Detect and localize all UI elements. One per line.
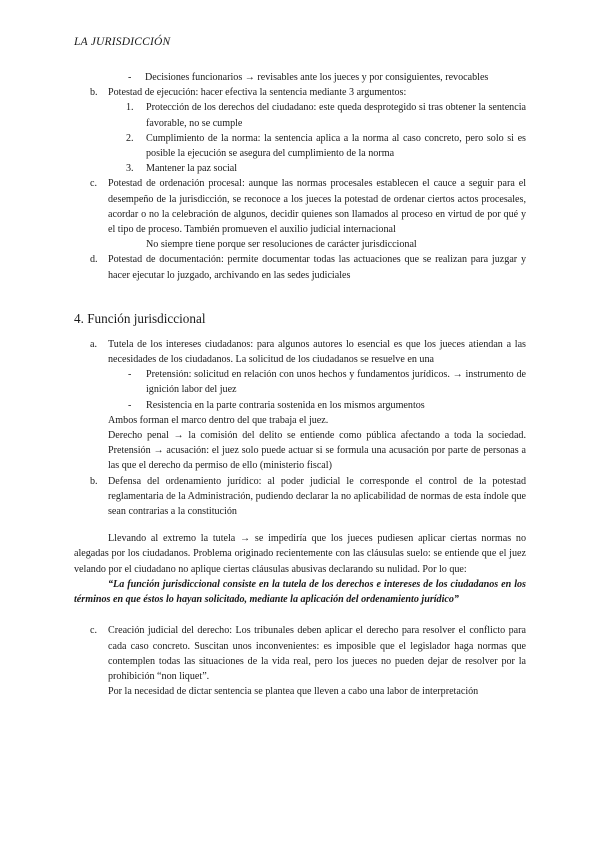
list-item-text: Creación judicial del derecho: Los tribunales deben aplicar el derecho para resolver el conflicto para cada caso concreto. Suscitan unos inconvenientes: es imposible que el legislador haga normas que contemplen todas las situaciones de la vida real, pero los jueces no pueden dejar de resolver por la prohibición “non liquet”. [108, 625, 526, 682]
body-paragraph: Llevando al extremo la tutela → se impediría que los jueces pudiesen aplicar ciertas normas no alegadas por los ciudadanos. Problema originado recientemente con las cláusulas suelo: se entiende que el juez velando por el ciudadano no aplique ciertas cláusulas abusivas declarando su nulidad. Por lo que: [74, 533, 526, 575]
spacer [74, 519, 526, 531]
list-item-text: Potestad de ordenación procesal: aunque las normas procesales establecen el cauce a seguir para el desempeño de la jurisdicción, se reconoce a los jueces la potestad de ordenar ciertos actos procesales, acordar o no la celebración de algunos, decidir quienes son llamados al proceso en virtud de por qué y el tipo de proceso. También promueven el auxilio judicial internacional [108, 178, 526, 236]
list-item-continuation: Ambos forman el marco dentro del que trabaja el juez. [108, 414, 329, 426]
list-marker: c. [90, 178, 98, 190]
list-item-b [74, 85, 526, 100]
list-item-text: Pretensión: solicitud en relación con unos hechos y fundamentos jurídicos. → instrumento de ignición labor del juez [146, 369, 526, 396]
list-item [74, 70, 526, 85]
definition-quote: “La función jurisdiccional consiste en la tutela de los derechos e intereses de los ciudadanos en los términos en que éstos lo hayan solicitado, mediante la aplicación del ordenamiento jurídico” [74, 578, 526, 606]
document-body [74, 70, 526, 699]
numbered-item-2 [74, 131, 526, 161]
list-item-text: Mantener la paz social [146, 163, 238, 175]
list-item-text: Protección de los derechos del ciudadano: este queda desprotegido si tras obtener la sentencia favorable, no se cumple [146, 102, 526, 129]
list-item-continuation: Derecho penal → la comisión del delito se entiende como pública afectando a toda la sociedad. Pretensión → acusación: el juez solo puede actuar si se formula una acusación por parte de personas a las que el derecho da permiso de ello (ministerio fiscal) [108, 430, 526, 472]
list-marker: - [128, 369, 132, 381]
spacer [74, 607, 526, 623]
list-item-text: Decisiones funcionarios → revisables ante los jueces y por consiguientes, revocables [145, 72, 489, 83]
list-item-d [74, 252, 526, 282]
list-marker: a. [90, 338, 98, 350]
sub-list-item [74, 367, 526, 397]
list-marker: c. [90, 625, 98, 637]
list-item-text: Tutela de los intereses ciudadanos: para algunos autores lo esencial es que los jueces atiendan a las necesidades de los ciudadanos. La solicitud de los ciudadanos se resuelve en una [108, 338, 526, 366]
list-marker: d. [90, 254, 98, 266]
list-marker: b. [90, 475, 98, 487]
list-marker: - [128, 399, 132, 411]
list-item-a [74, 337, 526, 367]
list-item-text: Defensa del ordenamiento jurídico: al poder judicial le corresponde el control de la potestad reglamentaria de la Administración, pudiendo declarar la no aplicabilidad de normas de esta índole que sean contrarias a la constitución [108, 475, 526, 518]
list-item-text: Cumplimiento de la norma: la sentencia aplica a la norma al caso concreto, pero solo si es posible la ejecución se asegura del cumplimiento de la norma [146, 132, 526, 160]
list-marker: - [128, 72, 132, 83]
list-marker: 3. [126, 163, 134, 175]
numbered-item-1 [74, 100, 526, 130]
list-item-c [74, 623, 526, 684]
list-item-text: Potestad de ejecución: hacer efectiva la sentencia mediante 3 argumentos: [108, 87, 407, 99]
list-item-note: No siempre tiene porque ser resoluciones de carácter jurisdiccional [146, 239, 417, 251]
list-item-text: Potestad de documentación: permite documentar todas las actuaciones que se realizan para juzgar y hacer ejecutar lo juzgado, archivando en las sedes judiciales [108, 254, 526, 281]
list-item-c [74, 176, 526, 237]
list-marker: 2. [126, 132, 134, 144]
page-header-title: LA JURISDICCIÓN [74, 36, 171, 48]
section-heading: 4. Función jurisdiccional [74, 310, 206, 326]
list-marker: b. [90, 87, 98, 99]
list-item-text: Resistencia en la parte contraria sostenida en los mismos argumentos [146, 399, 425, 411]
list-marker: 1. [126, 102, 134, 114]
numbered-item-3 [74, 161, 526, 176]
list-item-b [74, 474, 526, 520]
list-item-continuation: Por la necesidad de dictar sentencia se plantea que lleven a cabo una labor de interpretación [108, 686, 479, 698]
sub-list-item [74, 398, 526, 413]
